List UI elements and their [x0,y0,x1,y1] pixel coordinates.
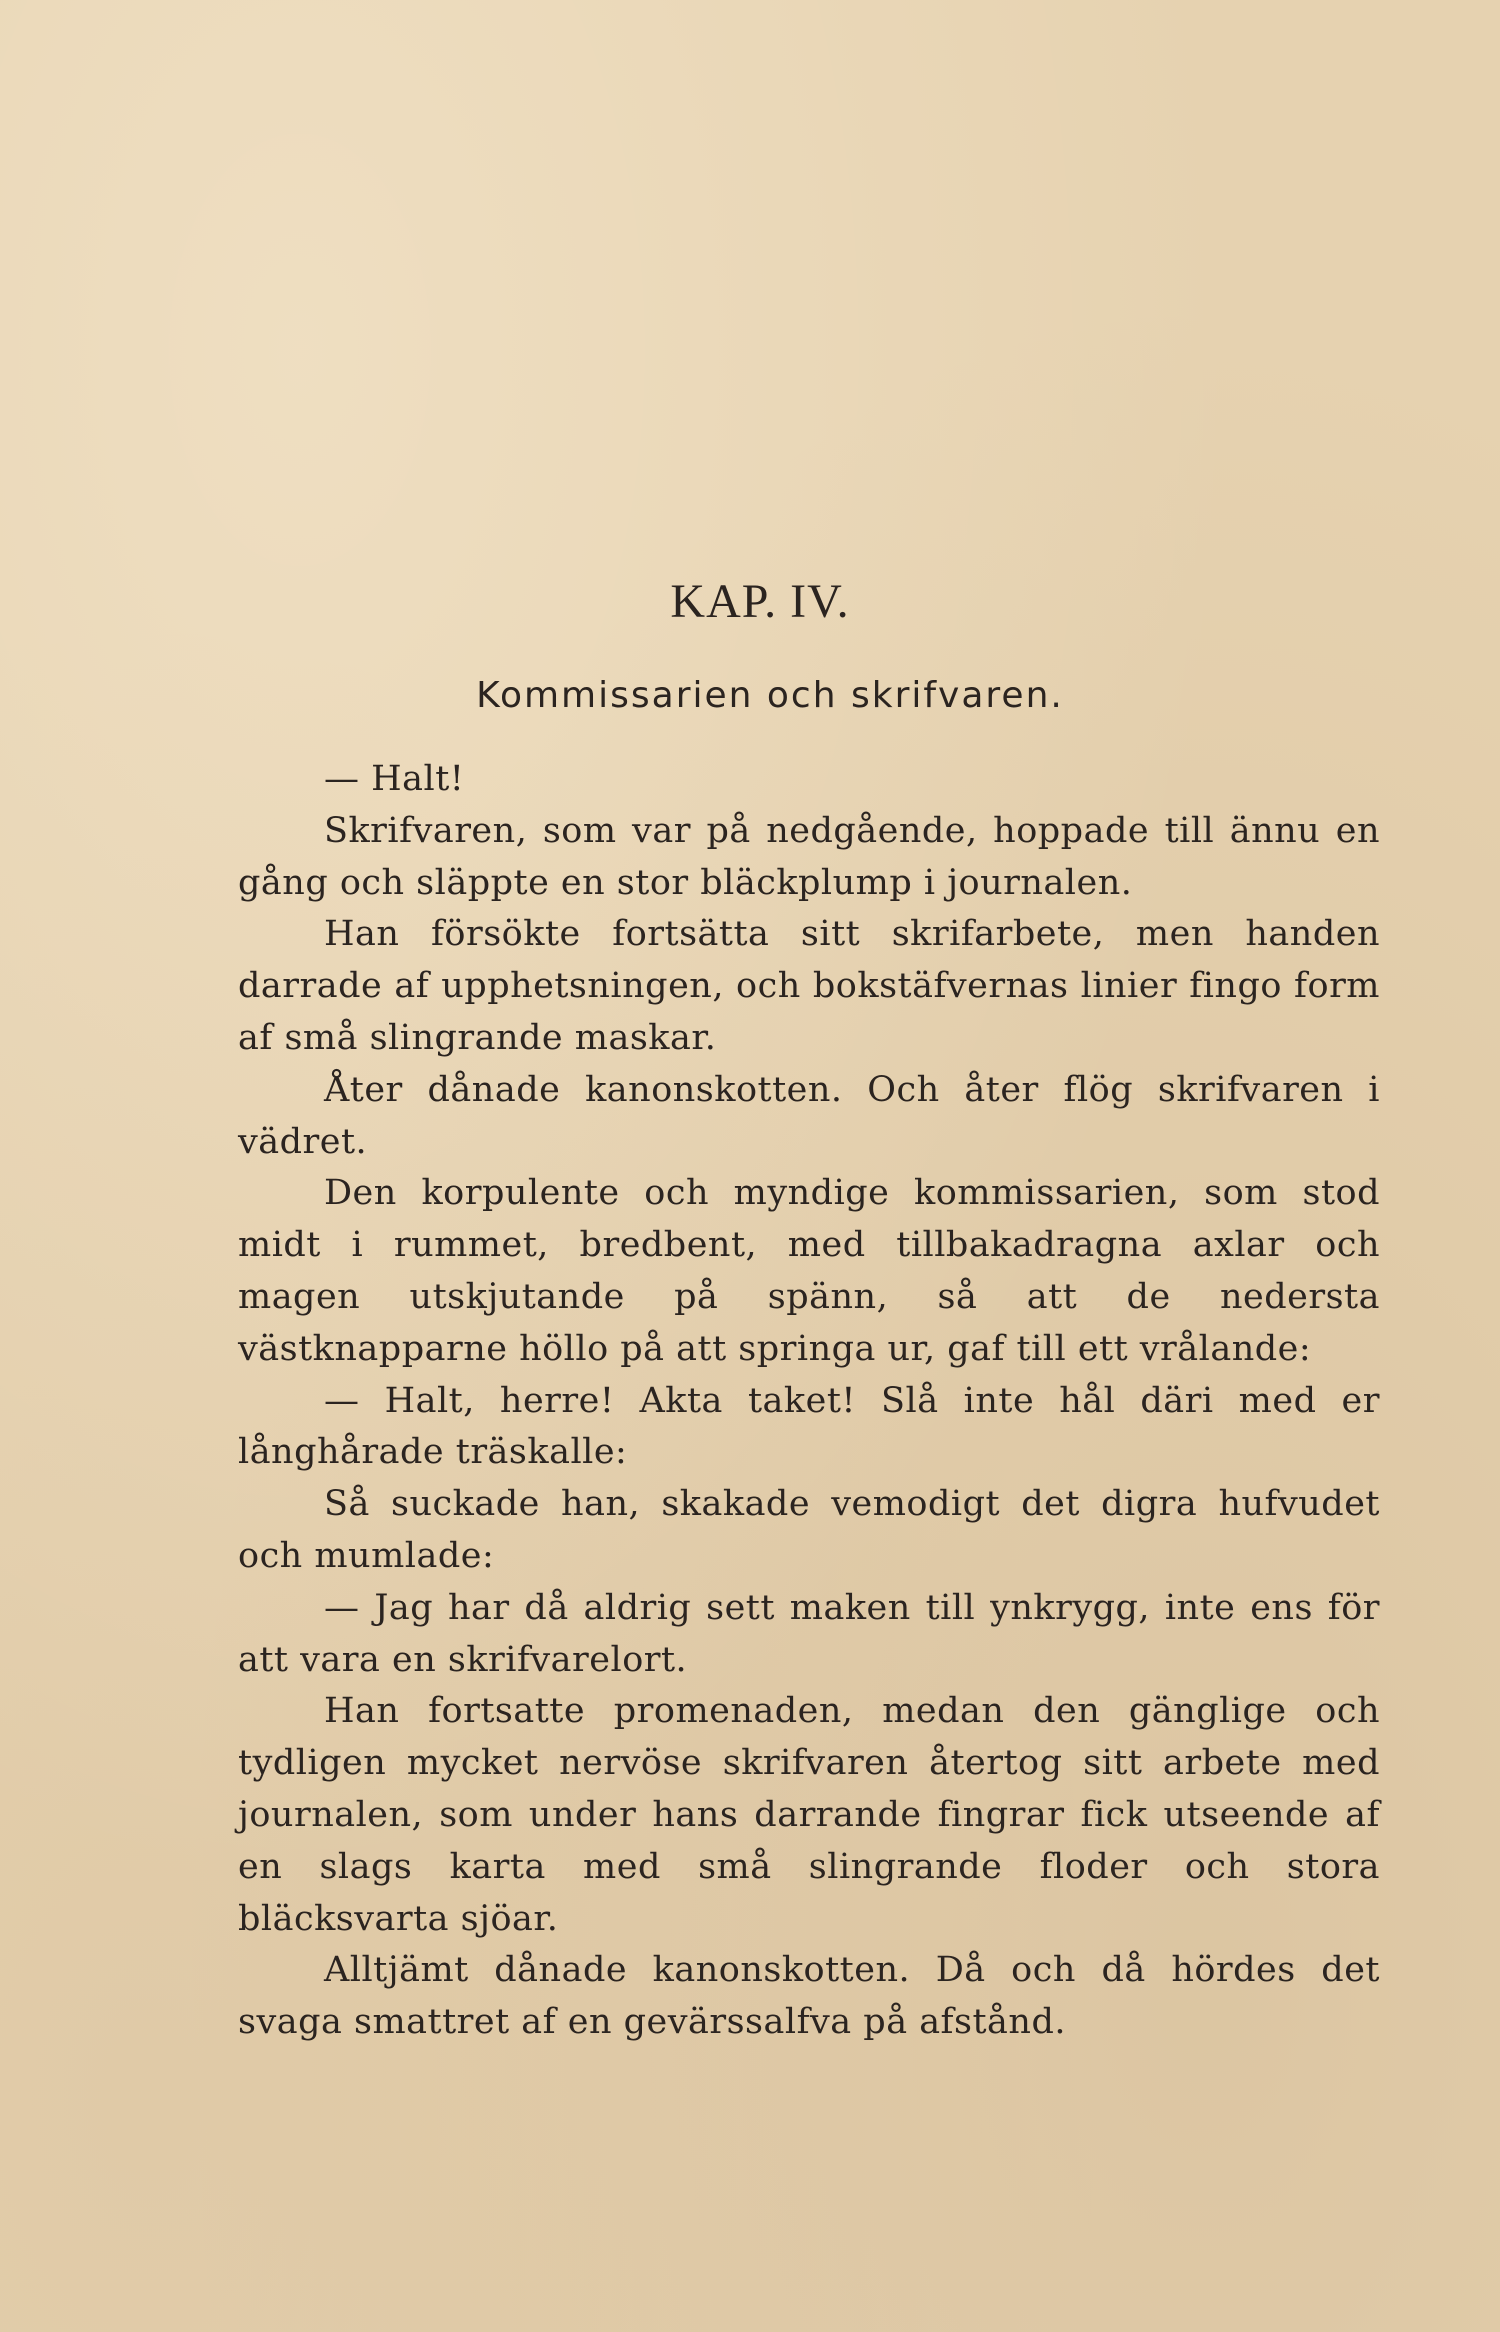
chapter-title: Kommissarien och skrifvaren. [476,675,1064,716]
paragraph: Skrifvaren, som var på nedgående, hoppade till ännu en gång och släppte en stor bläckplump i journalen. [238,810,1380,903]
paragraph: — Halt! [324,759,465,799]
paragraph: — Halt, herre! Akta taket! Slå inte hål däri med er långhårade träskalle: [238,1380,1380,1473]
paragraph: Han försökte fortsätta sitt skrifarbete, men handen darrade af upphetsningen, och bokstäfvernas linier fingo form af små slingrande maskar. [238,914,1380,1058]
paragraph: Åter dånade kanonskotten. Och åter flög skrifvaren i vädret. [238,1069,1380,1162]
paragraph: Den korpulente och myndige kommissarien, som stod midt i rummet, bredbent, med tillbakadragna axlar och magen utskjutande på spänn, så att de nedersta västknapparne höllo på att springa ur, gaf till ett vrålande: [238,1173,1380,1369]
chapter-body [238,754,1380,2049]
chapter-heading: KAP. IV. [670,575,850,628]
paragraph: — Jag har då aldrig sett maken till ynkrygg, inte ens för att vara en skrifvarelort. [238,1587,1380,1680]
paragraph: Alltjämt dånade kanonskotten. Då och då hördes det svaga smattret af en gevärssalfva på afstånd. [238,1950,1380,2043]
paragraph: Han fortsatte promenaden, medan den gänglige och tydligen mycket nervöse skrifvaren återtog sitt arbete med journalen, som under hans darrande fingrar fick utseende af en slags karta med små slingrande floder och stora bläcksvarta sjöar. [238,1691,1380,1939]
paragraph: Så suckade han, skakade vemodigt det digra hufvudet och mumlade: [238,1484,1380,1576]
